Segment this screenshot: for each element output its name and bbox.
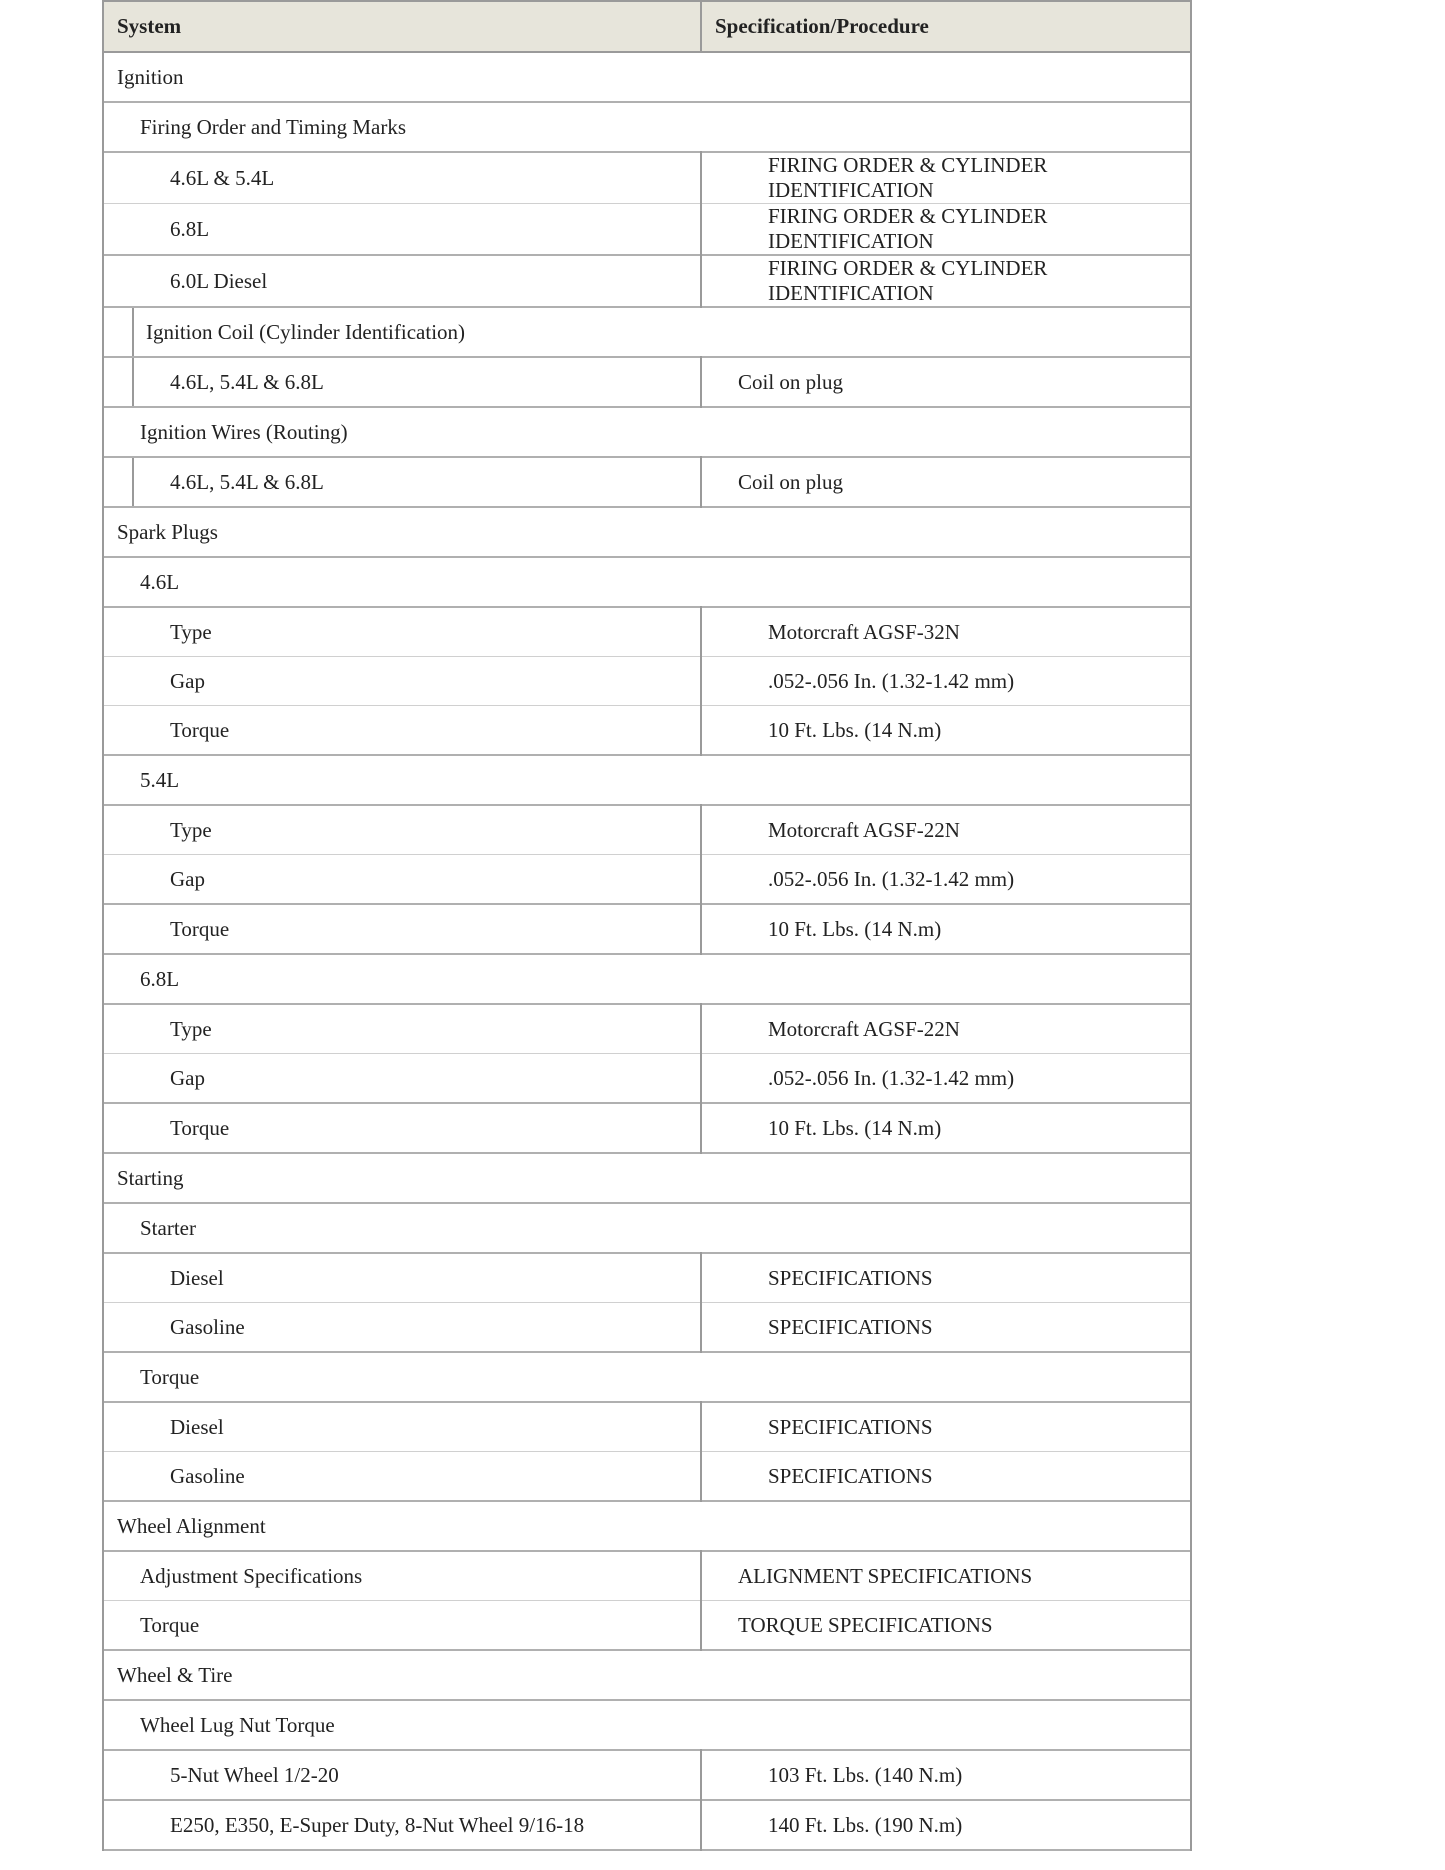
table-row — [103, 507, 1191, 557]
table-row — [103, 1601, 1191, 1651]
table-row — [103, 1750, 1191, 1800]
row-label: Torque — [103, 1601, 701, 1651]
section-heading: Wheel Alignment — [103, 1501, 1191, 1551]
table-row — [103, 855, 1191, 905]
section-heading: Spark Plugs — [103, 507, 1191, 557]
row-spec: .052-.056 In. (1.32-1.42 mm) — [701, 657, 1191, 706]
table-row — [103, 307, 1191, 357]
section-heading: Wheel & Tire — [103, 1650, 1191, 1700]
section-heading: Starting — [103, 1153, 1191, 1203]
subsection-heading: Starter — [103, 1203, 1191, 1253]
table-row — [103, 557, 1191, 607]
table-row — [103, 954, 1191, 1004]
table-row — [103, 407, 1191, 457]
row-spec: SPECIFICATIONS — [701, 1303, 1191, 1353]
table-row — [103, 457, 1191, 507]
table-row — [103, 657, 1191, 706]
table-row — [103, 1103, 1191, 1153]
row-label: Torque — [103, 1103, 701, 1153]
table-row — [103, 1004, 1191, 1054]
subsection-heading: Wheel Lug Nut Torque — [103, 1700, 1191, 1750]
table-row — [103, 904, 1191, 954]
row-label: Type — [103, 1004, 701, 1054]
table-row — [103, 1501, 1191, 1551]
row-spec: Motorcraft AGSF-22N — [701, 805, 1191, 855]
row-spec: 140 Ft. Lbs. (190 N.m) — [701, 1800, 1191, 1850]
subsection-heading: 5.4L — [103, 755, 1191, 805]
section-heading: Ignition — [103, 52, 1191, 102]
row-label: Gasoline — [103, 1452, 701, 1502]
row-spec: Motorcraft AGSF-32N — [701, 607, 1191, 657]
table-row — [103, 204, 1191, 256]
table-row — [103, 1402, 1191, 1452]
row-spec: 10 Ft. Lbs. (14 N.m) — [701, 706, 1191, 756]
row-label: Gap — [103, 657, 701, 706]
row-label: Diesel — [103, 1253, 701, 1303]
row-label: Gasoline — [103, 1303, 701, 1353]
subsection-heading: Ignition Coil (Cylinder Identification) — [103, 307, 1191, 357]
row-label: E250, E350, E-Super Duty, 8-Nut Wheel 9/16-18 — [103, 1800, 701, 1850]
table-row — [103, 1650, 1191, 1700]
table-row — [103, 1452, 1191, 1502]
row-label: Type — [103, 607, 701, 657]
row-label: 4.6L, 5.4L & 6.8L — [103, 357, 701, 407]
row-label: 6.0L Diesel — [103, 255, 701, 307]
row-spec: Motorcraft AGSF-22N — [701, 1004, 1191, 1054]
row-spec: FIRING ORDER & CYLINDER IDENTIFICATION — [701, 255, 1191, 307]
row-label: 4.6L & 5.4L — [103, 152, 701, 204]
table-row — [103, 52, 1191, 102]
table-row — [103, 1551, 1191, 1601]
table-row — [103, 706, 1191, 756]
table-row — [103, 1352, 1191, 1402]
table-row — [103, 607, 1191, 657]
row-label: Diesel — [103, 1402, 701, 1452]
row-spec: Coil on plug — [701, 357, 1191, 407]
specifications-table — [102, 0, 1192, 1851]
table-row — [103, 1253, 1191, 1303]
table-row — [103, 152, 1191, 204]
row-spec: 10 Ft. Lbs. (14 N.m) — [701, 1103, 1191, 1153]
subsection-heading: Firing Order and Timing Marks — [103, 102, 1191, 152]
table-row — [103, 102, 1191, 152]
row-label: 4.6L, 5.4L & 6.8L — [103, 457, 701, 507]
subsection-heading: Ignition Wires (Routing) — [103, 407, 1191, 457]
subsection-heading: 6.8L — [103, 954, 1191, 1004]
header-spec: Specification/Procedure — [701, 1, 1191, 52]
row-label: Gap — [103, 1054, 701, 1104]
table-row — [103, 357, 1191, 407]
row-label: 6.8L — [103, 204, 701, 256]
table-row — [103, 1153, 1191, 1203]
row-spec: Coil on plug — [701, 457, 1191, 507]
subsection-heading: 4.6L — [103, 557, 1191, 607]
table-row — [103, 1700, 1191, 1750]
row-spec: SPECIFICATIONS — [701, 1452, 1191, 1502]
row-label: 5-Nut Wheel 1/2-20 — [103, 1750, 701, 1800]
row-label: Torque — [103, 706, 701, 756]
row-spec: FIRING ORDER & CYLINDER IDENTIFICATION — [701, 152, 1191, 204]
row-spec: SPECIFICATIONS — [701, 1253, 1191, 1303]
row-label: Type — [103, 805, 701, 855]
row-spec: .052-.056 In. (1.32-1.42 mm) — [701, 855, 1191, 905]
row-spec: TORQUE SPECIFICATIONS — [701, 1601, 1191, 1651]
table-header-row — [103, 1, 1191, 52]
row-label: Gap — [103, 855, 701, 905]
row-spec: 103 Ft. Lbs. (140 N.m) — [701, 1750, 1191, 1800]
row-spec: SPECIFICATIONS — [701, 1402, 1191, 1452]
row-label: Adjustment Specifications — [103, 1551, 701, 1601]
table-row — [103, 755, 1191, 805]
row-spec: .052-.056 In. (1.32-1.42 mm) — [701, 1054, 1191, 1104]
table-row — [103, 1203, 1191, 1253]
row-spec: FIRING ORDER & CYLINDER IDENTIFICATION — [701, 204, 1191, 256]
row-spec: ALIGNMENT SPECIFICATIONS — [701, 1551, 1191, 1601]
table-row — [103, 1054, 1191, 1104]
subsection-heading: Torque — [103, 1352, 1191, 1402]
header-system: System — [103, 1, 701, 52]
table-row — [103, 255, 1191, 307]
row-spec: 10 Ft. Lbs. (14 N.m) — [701, 904, 1191, 954]
table-row — [103, 1303, 1191, 1353]
row-label: Torque — [103, 904, 701, 954]
table-row — [103, 805, 1191, 855]
table-row — [103, 1800, 1191, 1850]
